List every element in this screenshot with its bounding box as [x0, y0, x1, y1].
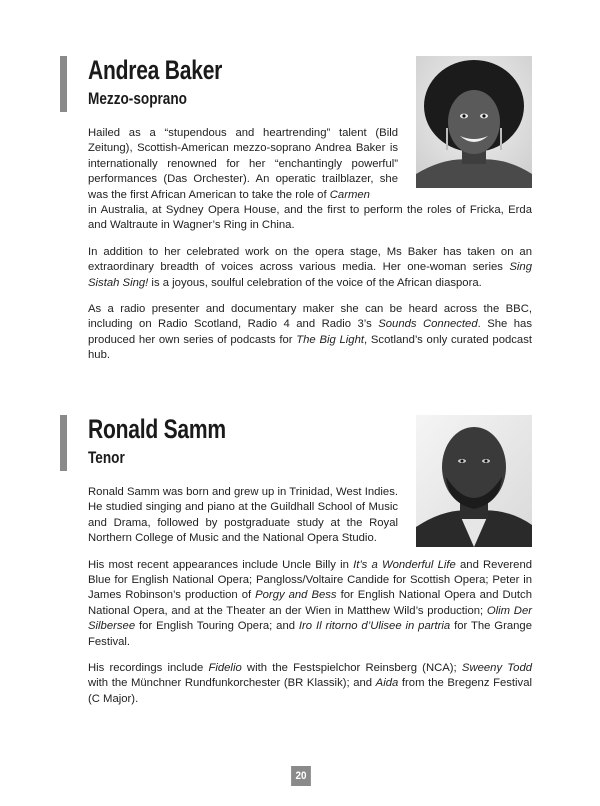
bio-paragraph-continued: in Australia, at Sydney Opera House, and the first to perform the roles of Fricka, Erda and Waltraute in Wagner’s Ring in China.	[88, 204, 532, 232]
performer-name: Andrea Baker	[88, 55, 223, 85]
bio-text	[88, 126, 532, 375]
bio-text	[88, 485, 532, 718]
bio-andrea-baker	[60, 54, 532, 362]
bio-paragraph: His most recent appearances include Uncle Billy in It’s a Wonderful Life and Reverend Blue for English National Opera; Pangloss/Voltaire Candide for Scottish Opera; Peter in James Robinson’s production of Porgy and Bess for English National Opera and Dutch National Opera, and at the Theater an der Wien in Matthew Wild’s production; Olim Der Silbersee for English Touring Opera; and Iro Il ritorno d’Ulisee in partria for The Grange Festival.	[88, 558, 533, 648]
page-number-badge: 20	[291, 766, 311, 786]
bio-ronald-samm	[60, 413, 533, 705]
performer-role: Mezzo-soprano	[88, 89, 187, 108]
bio-paragraph: His recordings include Fidelio with the Festspielchor Reinsberg (NCA); Sweeny Todd with the Münchner Rundfunkorchester (BR Klassik); and Aida from the Bregenz Festival (C Major).	[88, 662, 533, 705]
performer-role: Tenor	[88, 448, 125, 467]
bio-paragraph: As a radio presenter and documentary maker she can be heard across the BBC, including on Radio Scotland, Radio 4 and Radio 3’s Sounds Connected. She has produced her own series of podcasts for The Big Light, Scotland’s only curated podcast hub.	[88, 303, 532, 362]
performer-name: Ronald Samm	[88, 414, 226, 444]
bio-paragraph: Hailed as a “stupendous and heartrending” talent (Bild Zeitung), Scottish-American mezzo-soprano Andrea Baker is internationally renowned for her “enchantingly powerful” performances (Das Orchester). An operatic trailblazer, she was the first African American to take the role of Carmen	[88, 127, 398, 201]
bio-paragraph: In addition to her celebrated work on the opera stage, Ms Baker has taken on an extraordinary breadth of voices across various media. Her one-woman series Sing Sistah Sing! is a joyous, soulful celebration of the voice of the African diaspora.	[88, 245, 532, 289]
accent-bar	[60, 56, 67, 112]
accent-bar	[60, 415, 67, 471]
bio-paragraph: Ronald Samm was born and grew up in Trinidad, West Indies. He studied singing and piano at the Guildhall School of Music and Drama, followed by postgraduate study at the Royal Northern College of Music and the National Opera Studio.	[88, 486, 398, 545]
